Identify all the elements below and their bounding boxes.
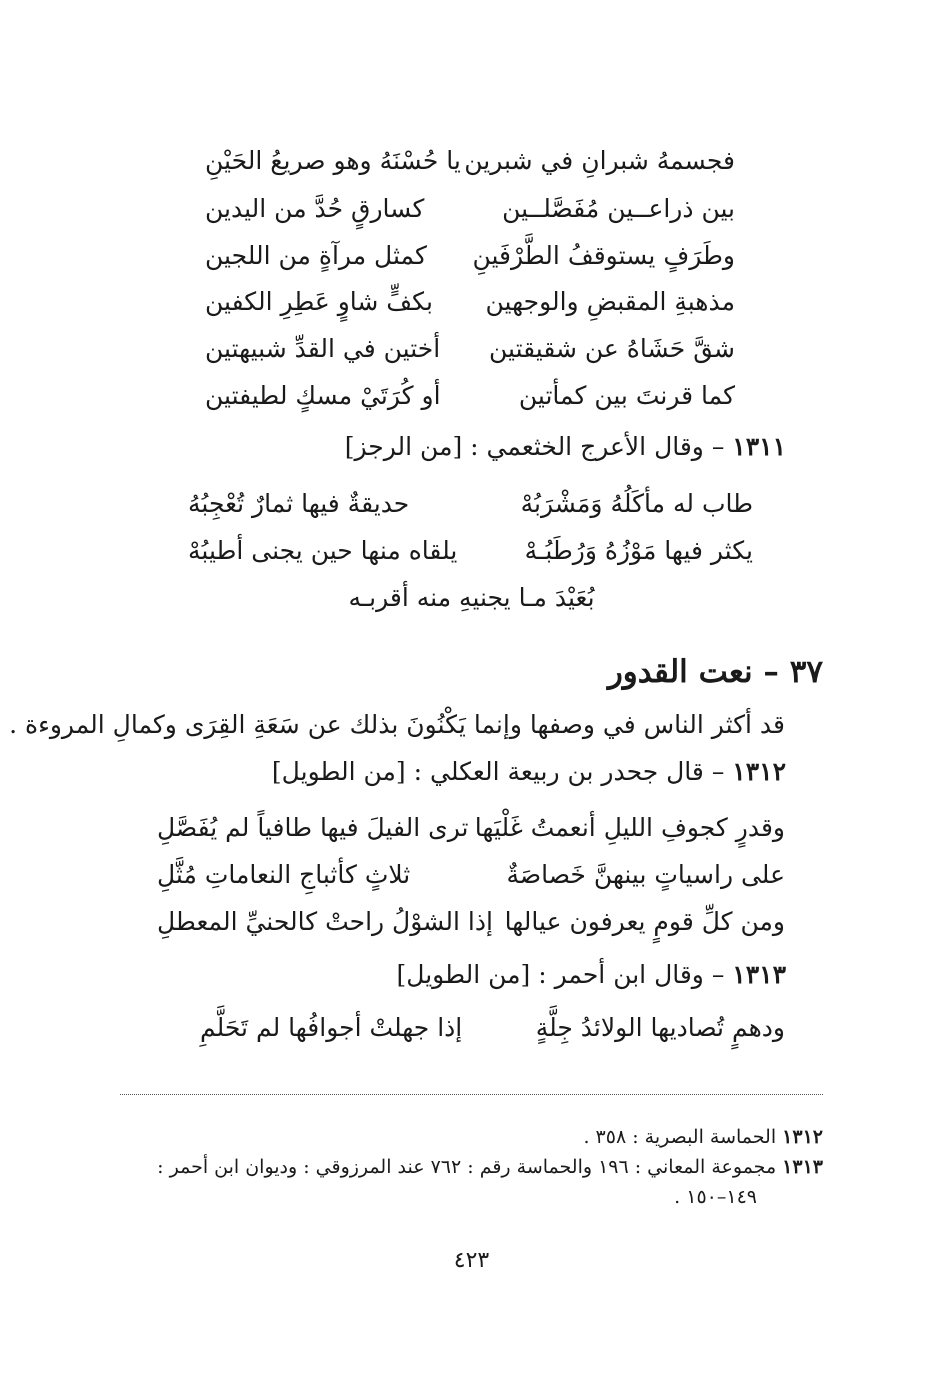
entry-number: ١٣١٢	[732, 757, 786, 786]
verse-line-single: بُعَيْدَ مـا يجنيهِ منه أقربـه	[348, 583, 595, 612]
hemistich-first: طاب له مأكَلُهُ وَمَشْرَبُهْ	[520, 489, 753, 518]
footnote-1312	[583, 1122, 823, 1152]
verse-line	[188, 484, 753, 524]
section-number: ٣٧	[789, 654, 823, 690]
entry-heading-1311	[345, 427, 786, 467]
hemistich-first: ودهمٍ تُصاديها الولائدُ جِلَّةٍ	[535, 1013, 785, 1042]
footnote-text: مجموعة المعاني : ١٩٦ والحماسة رقم : ٧٦٢ عند المرزوقي : وديوان ابن أحمر :	[157, 1156, 777, 1178]
entry-text: – وقال ابن أحمر : [من الطويل]	[396, 960, 725, 989]
hemistich-second: بكفٍّ شاوٍ عَطِرِ الكفين	[205, 287, 433, 316]
hemistich-second: حديقةٌ فيها ثمارٌ تُعْجِبُهُ	[188, 489, 410, 518]
hemistich-first: كما قرنتَ بين كمأتين	[518, 381, 735, 410]
hemistich-first: مذهبةِ المقبضِ والوجهين	[485, 287, 735, 316]
hemistich-second: ثلاثٍ كأثباجِ النعاماتِ مُثَّلِ	[157, 860, 411, 889]
hemistich-first: ومن كلِّ قومٍ يعرفون عيالها	[504, 907, 785, 936]
verse-line	[157, 902, 785, 942]
hemistich-second: يلقاه منها حين يجنى أطيبُهْ	[188, 536, 458, 565]
hemistich-second: أو كُرَتَيْ مسكٍ لطيفتين	[205, 381, 441, 410]
hemistich-first: فجسمهُ شبرانِ في شبرين	[464, 146, 735, 175]
footnote-text: الحماسة البصرية : ٣٥٨ .	[583, 1126, 777, 1148]
entry-text: – قال جحدر بن ربيعة العكلي : [من الطويل]	[271, 757, 725, 786]
hemistich-first: يكثر فيها مَوْزُهُ وَرُطَبُـهْ	[524, 536, 753, 565]
entry-heading-1313	[397, 955, 786, 995]
verse-line	[157, 855, 785, 895]
verse-line	[188, 531, 753, 571]
footnote-1313	[157, 1152, 823, 1182]
page-number: ٤٢٣	[453, 1248, 490, 1273]
footnote-number: ١٣١٣	[782, 1156, 823, 1178]
hemistich-first: بين ذراعــين مُفَصَّلــين	[502, 194, 735, 223]
verse-line	[200, 1008, 785, 1048]
section-intro: قد أكثر الناس في وصفها وإنما يَكْنُونَ بذلك عن سَعَةِ القِرَى وكمالِ المروءة .	[9, 710, 785, 739]
hemistich-first: وطَرَفٍ يستوقفُ الطَّرْفَينِ	[472, 241, 735, 270]
verse-line	[205, 236, 735, 276]
hemistich-second: كمثل مرآةٍ من اللجين	[205, 241, 427, 270]
hemistich-second: إذا الشوْلُ راحتْ كالحنيِّ المعطلِ	[157, 907, 493, 936]
verse-line	[205, 329, 735, 369]
verse-line	[205, 189, 735, 229]
verse-line	[157, 808, 785, 848]
entry-text: – وقال الأعرج الخثعمي : [من الرجز]	[344, 432, 725, 461]
hemistich-second: يا حُسْنَهُ وهو صريعُ الحَيْنِ	[205, 146, 461, 175]
hemistich-first: على راسياتٍ بينهنَّ خَصاصَةٌ	[506, 860, 785, 889]
verse-line	[205, 376, 735, 416]
section-heading	[608, 652, 823, 692]
verse-line	[205, 141, 735, 181]
hemistich-first: وقدرٍ كجوفِ الليلِ أنعمتُ غَلْيَها	[474, 813, 785, 842]
hemistich-first: شقَّ حَشَاهُ عن شقيقتين	[489, 334, 735, 363]
hemistich-second: ترى الفيلَ فيها طافياً لم يُفَصَّلِ	[157, 813, 469, 842]
footnote-1313-continued: ١٤٩–١٥٠ .	[674, 1186, 757, 1208]
section-title: – نعت القدور	[607, 654, 779, 690]
verse-line	[205, 282, 735, 322]
footnote-number: ١٣١٢	[782, 1126, 823, 1148]
hemistich-second: كسارقٍ حُدَّ من اليدين	[205, 194, 425, 223]
entry-number: ١٣١٣	[732, 960, 786, 989]
footnote-divider	[120, 1094, 823, 1095]
entry-number: ١٣١١	[732, 432, 786, 461]
hemistich-second: أختين في القدِّ شبيهتين	[205, 334, 441, 363]
entry-heading-1312	[272, 752, 786, 792]
hemistich-second: إذا جهلتْ أجوافُها لم تَحَلَّمِ	[200, 1013, 463, 1042]
